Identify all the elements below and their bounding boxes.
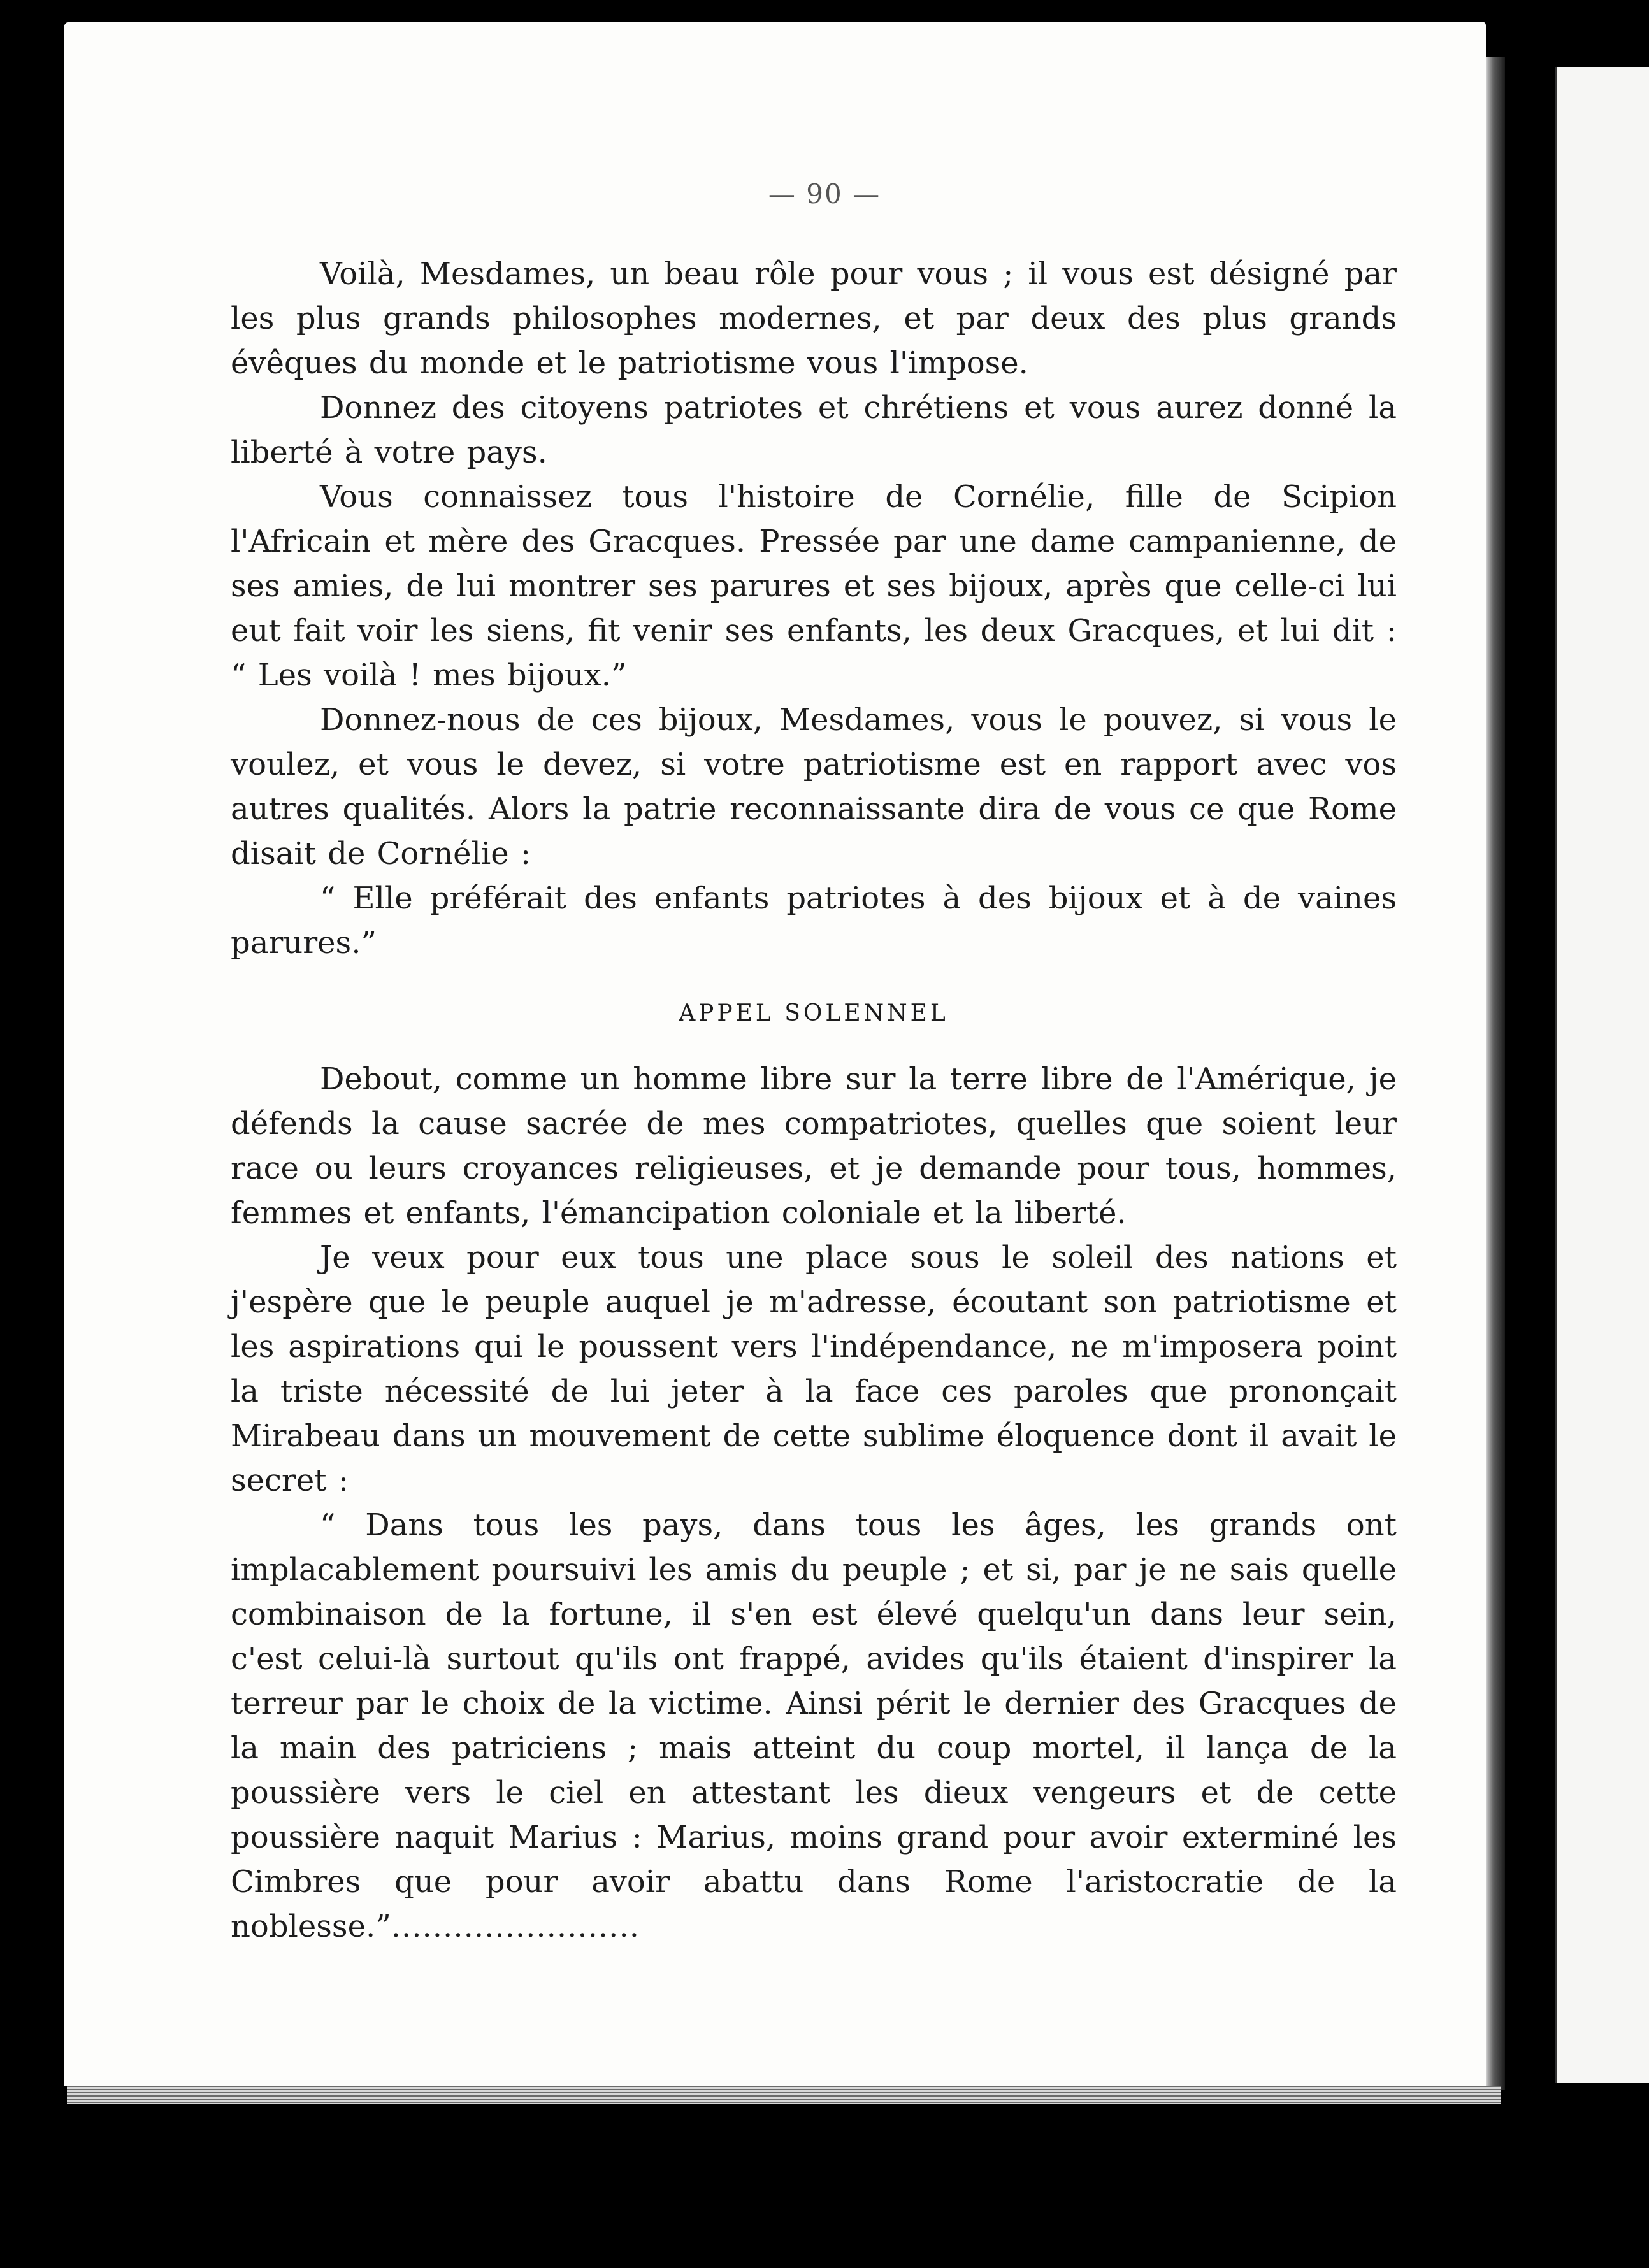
- page-number: — 90 —: [768, 178, 881, 210]
- trailing-dots: ........................: [391, 1909, 640, 1944]
- paragraph: Voilà, Mesdames, un beau rôle pour vous ; il vous est désigné par les plus grands philosophes modernes, et par deux des plus grands évêques du monde et le patriotisme vous l'impose.: [231, 256, 1397, 381]
- paragraph: Vous connaissez tous l'histoire de Cornélie, fille de Scipion l'Africain et mère des Gracques. Pressée par une dame campanienne, de ses amies, de lui montrer ses parures et ses bijoux, après que celle-ci lui eut fait voir les siens, fit venir ses enfants, les deux Gracques, et lui dit : “ Les voilà ! mes bijoux.”: [231, 479, 1397, 693]
- page-edge-bottom: [67, 2086, 1501, 2104]
- paragraph: Je veux pour eux tous une place sous le soleil des nations et j'espère que le peuple auquel je m'adresse, écoutant son patriotisme et les aspirations qui le poussent vers l'indépendance, ne m'imposera point la triste nécessité de lui jeter à la face ces paroles que prononçait Mirabeau dans un mouvement de cette sublime éloquence dont il avait le secret :: [231, 1240, 1397, 1498]
- section-heading: APPEL SOLENNEL: [679, 1000, 949, 1026]
- page-edge-right: [1486, 57, 1505, 2090]
- adjacent-page-edge: [1555, 67, 1649, 2083]
- quotation-paragraph: “ Elle préférait des enfants patriotes à des bijoux et à de vaines parures.”: [231, 880, 1397, 961]
- paragraph: Debout, comme un homme libre sur la terre libre de l'Amérique, je défends la cause sacrée de mes compatriotes, quelles que soient leur race ou leurs croyances religieuses, et je demande pour tous, hommes, femmes et enfants, l'émancipation coloniale et la liberté.: [231, 1061, 1397, 1231]
- paragraph: Donnez des citoyens patriotes et chrétiens et vous aurez donné la liberté à votre pays.: [231, 390, 1397, 470]
- quotation-paragraph: [231, 1503, 1397, 1949]
- mirabeau-quote: “ Dans tous les pays, dans tous les âges, les grands ont implacablement poursuivi les amis du peuple ; et si, par je ne sais quelle combinaison de la fortune, il s'en est élevé quelqu'un dans leur sein, c'est celui-là surtout qu'ils ont frappé, avides qu'ils étaient d'inspirer la terreur par le choix de la victime. Ainsi périt le dernier des Gracques de la main des patriciens ; mais atteint du coup mortel, il lança de la poussière vers le ciel en attestant les dieux vengeurs et de cette poussière naquit Marius : Marius, moins grand pour avoir exterminé les Cimbres que pour avoir abattu dans Rome l'aristocratie de la noblesse.”: [231, 1507, 1397, 1944]
- paragraph: Donnez-nous de ces bijoux, Mesdames, vous le pouvez, si vous le voulez, et vous le devez, si votre patriotisme est en rapport avec vos autres qualités. Alors la patrie reconnaissante dira de vous ce que Rome disait de Cornélie :: [231, 702, 1397, 872]
- page-body: [231, 252, 1397, 1949]
